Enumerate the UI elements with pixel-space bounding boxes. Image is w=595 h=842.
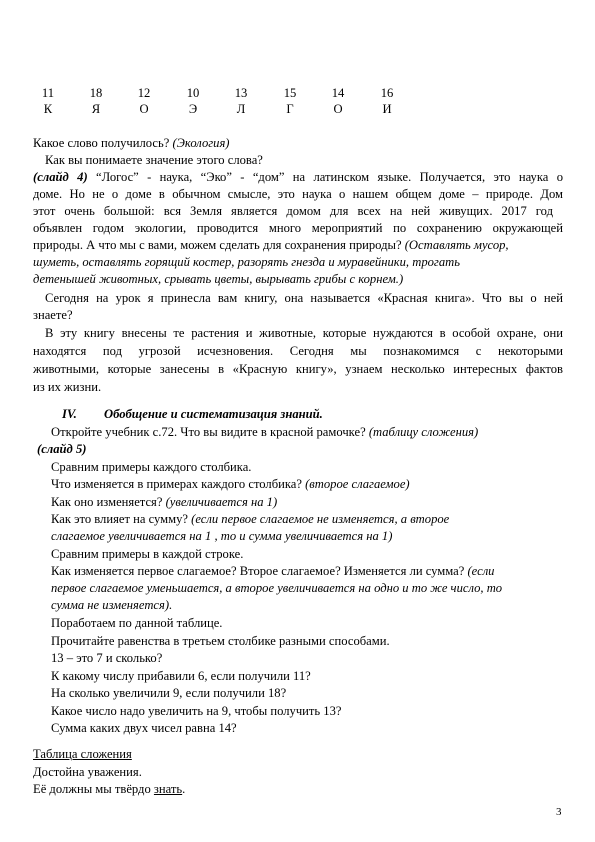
cipher-letter: И	[382, 102, 392, 116]
cipher-letter: К	[43, 102, 53, 116]
answer-line: шуметь, оставлять горящий костер, разорять гнезда и муравейники, трогать	[33, 255, 460, 269]
question-text: Какое слово получилось?	[33, 136, 170, 150]
paragraph-line	[33, 238, 509, 253]
task-line: Сумма каких двух чисел равна 14?	[51, 721, 237, 735]
answer-line: слагаемое увеличивается на 1 , то и сумма увеличивается на 1)	[51, 529, 393, 543]
slide-reference: (слайд 5)	[37, 442, 87, 456]
question-line	[33, 136, 230, 151]
page-number: 3	[556, 806, 562, 818]
paragraph-line	[33, 170, 563, 185]
cipher-number: 14	[331, 86, 345, 100]
paragraph-line: этот очень большой: вся Земля является домом для всех на ней живущих. 2017 год	[33, 204, 553, 218]
poem-underlined-word: знать	[153, 782, 183, 796]
answer-line: детенышей животных, срывать цветы, вырывать грибы с корнем.)	[33, 272, 404, 286]
task-line: Поработаем по данной таблице.	[51, 616, 223, 630]
paragraph-line: В эту книгу внесены те растения и животные, которые нуждаются в особой охране, они	[45, 326, 563, 340]
answer-text: (если первое слагаемое не изменяется, а второе	[191, 512, 450, 526]
paragraph-line: объявлен годом экологии, проводится много мероприятий по сохранению окружающей	[33, 221, 563, 235]
task-line: Прочитайте равенства в третьем столбике разными способами.	[51, 634, 390, 648]
cipher-letter: Я	[91, 102, 101, 116]
task-line	[51, 477, 410, 492]
task-line	[51, 495, 277, 510]
task-line: На сколько увеличили 9, если получили 18?	[51, 686, 287, 700]
cipher-number: 13	[234, 86, 248, 100]
paragraph-line: доме. Но не о доме в обычном смысле, это наука о нашем общем доме – природе. Дом	[33, 187, 563, 201]
cipher-number: 11	[41, 86, 55, 100]
question-line: Как вы понимаете значение этого слова?	[45, 153, 263, 167]
answer-line: первое слагаемое уменьшается, а второе увеличивается на одно и то же число, то	[51, 581, 503, 595]
answer-text: (Экология)	[172, 136, 230, 150]
paragraph-line: животными, которые занесены в «Красную книгу», узнаем несколько интересных фактов	[33, 362, 563, 376]
task-text: Что изменяется в примерах каждого столбика?	[51, 477, 302, 491]
answer-text: (таблицу сложения)	[368, 425, 479, 439]
answer-line: сумма не изменяется).	[51, 598, 173, 612]
paragraph-text: “Логос” - наука, “Эко” - “дом” на латинском языке. Получается, это наука о	[96, 170, 563, 184]
task-line: 13 – это 7 и сколько?	[51, 651, 163, 665]
task-line: К какому числу прибавили 6, если получили 11?	[51, 669, 311, 683]
cipher-number: 18	[89, 86, 103, 100]
paragraph-line: знаете?	[33, 308, 73, 322]
task-text: Как это влияет на сумму?	[51, 512, 188, 526]
poem-title: Таблица сложения	[33, 747, 132, 761]
paragraph-line: находятся под угрозой исчезновения. Сегодня мы познакомимся с некоторыми	[33, 344, 563, 358]
task-line: Сравним примеры каждого столбика.	[51, 460, 252, 474]
slide-reference: (слайд 4)	[33, 170, 88, 184]
cipher-letter: Л	[236, 102, 246, 116]
answer-text: (Оставлять мусор,	[404, 238, 509, 252]
task-text: Откройте учебник с.72. Что вы видите в красной рамочке?	[51, 425, 366, 439]
cipher-letter: О	[333, 102, 343, 116]
task-line	[51, 425, 478, 440]
poem-text: Её должны мы твёрдо	[33, 782, 151, 796]
paragraph-text: природы. А что мы с вами, можем сделать для сохранения природы?	[33, 238, 402, 252]
task-line	[51, 564, 494, 579]
task-text: Как оно изменяется?	[51, 495, 163, 509]
cipher-number: 16	[380, 86, 394, 100]
section-number: IV.	[62, 407, 77, 421]
answer-text: (увеличивается на 1)	[165, 495, 278, 509]
poem-line	[33, 782, 185, 797]
task-text: Как изменяется первое слагаемое? Второе слагаемое? Изменяется ли сумма?	[51, 564, 465, 578]
cipher-number: 12	[137, 86, 151, 100]
section-heading: Обобщение и систематизация знаний.	[104, 407, 323, 421]
cipher-letter: Г	[286, 102, 294, 116]
cipher-letter: О	[139, 102, 149, 116]
task-line	[51, 512, 449, 527]
task-line: Какое число надо увеличить на 9, чтобы получить 13?	[51, 704, 342, 718]
answer-text: (второе слагаемое)	[305, 477, 410, 491]
poem-line: Достойна уважения.	[33, 765, 142, 779]
cipher-number: 15	[283, 86, 297, 100]
answer-text: (если	[467, 564, 495, 578]
task-line: Сравним примеры в каждой строке.	[51, 547, 244, 561]
cipher-number: 10	[186, 86, 200, 100]
poem-punctuation: .	[182, 782, 186, 796]
paragraph-line: Сегодня на урок я принесла вам книгу, она называется «Красная книга». Что вы о ней	[45, 291, 563, 305]
cipher-letter: Э	[188, 102, 198, 116]
paragraph-line: из их жизни.	[33, 380, 102, 394]
